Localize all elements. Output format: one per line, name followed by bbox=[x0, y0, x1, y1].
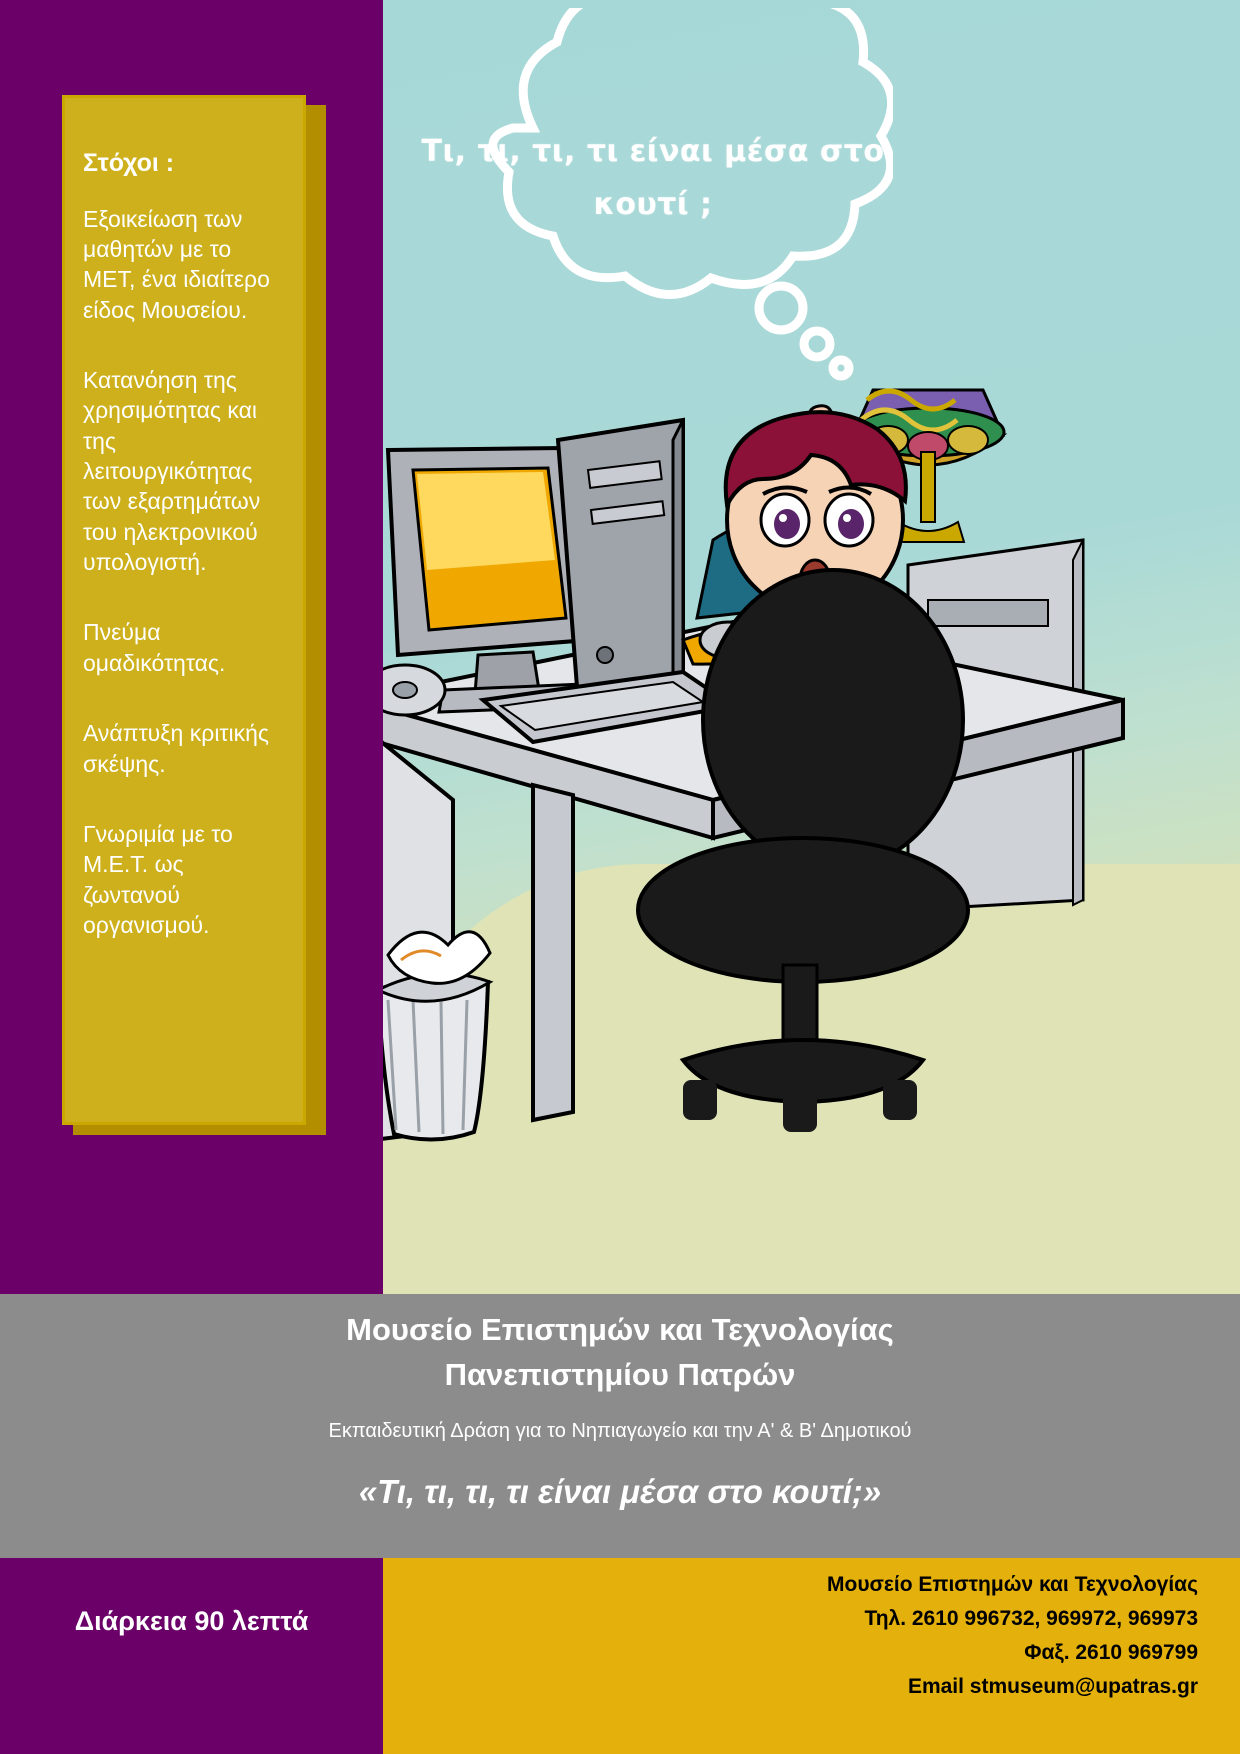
title-band bbox=[0, 1294, 1240, 1558]
contact-phone: Τηλ. 2610 996732, 969972, 969973 bbox=[864, 1607, 1198, 1631]
goal-item: Κατανόηση της χρησιμότητας και της λειτουργικότητας των εξαρτημάτων του ηλεκτρονικού υπολογιστή. bbox=[83, 366, 261, 576]
contact-fax: Φαξ. 2610 969799 bbox=[1024, 1641, 1198, 1665]
contact-email: Email stmuseum@upatras.gr bbox=[907, 1675, 1198, 1699]
thought-bubble bbox=[413, 8, 893, 408]
thought-bubble-text: Τι, τι, τι, τι είναι μέσα στο κουτί ; bbox=[421, 134, 885, 222]
goal-item: Πνεύμα ομαδικότητας. bbox=[83, 619, 226, 676]
duration-label: Διάρκεια 90 λεπτά bbox=[74, 1606, 309, 1636]
computer-tower-icon bbox=[558, 420, 683, 700]
museum-name-line2: Πανεπιστημίου Πατρών bbox=[444, 1356, 796, 1392]
museum-name-line1: Μουσείο Επιστημών και Τεχνολογίας bbox=[346, 1312, 894, 1347]
illustration-scene bbox=[383, 0, 1240, 1294]
footer bbox=[0, 1558, 1240, 1754]
activity-subtitle: Εκπαιδευτική Δράση για το Νηπιαγωγείο και την Α' & Β' Δημοτικού bbox=[328, 1419, 912, 1442]
cd-icon bbox=[383, 665, 445, 715]
goal-item: Εξοικείωση των μαθητών με το ΜΕΤ, ένα ιδιαίτερο είδος Μουσείου. bbox=[83, 205, 270, 323]
waste-basket-icon bbox=[383, 932, 490, 1140]
activity-title-quote: «Τι, τι, τι, τι είναι μέσα στο κουτί;» bbox=[358, 1472, 882, 1510]
contact-block bbox=[638, 1568, 1198, 1704]
goals-title: Στόχοι : bbox=[83, 149, 175, 177]
goal-item: Ανάπτυξη κριτικής σκέψης. bbox=[83, 720, 269, 777]
footer-purple-panel bbox=[0, 1558, 383, 1754]
goal-item: Γνωριμία με το Μ.Ε.Τ. ως ζωντανού οργανισμού. bbox=[83, 820, 233, 938]
contact-line: Μουσείο Επιστημών και Τεχνολογίας bbox=[827, 1573, 1198, 1596]
goals-box bbox=[62, 95, 306, 1125]
